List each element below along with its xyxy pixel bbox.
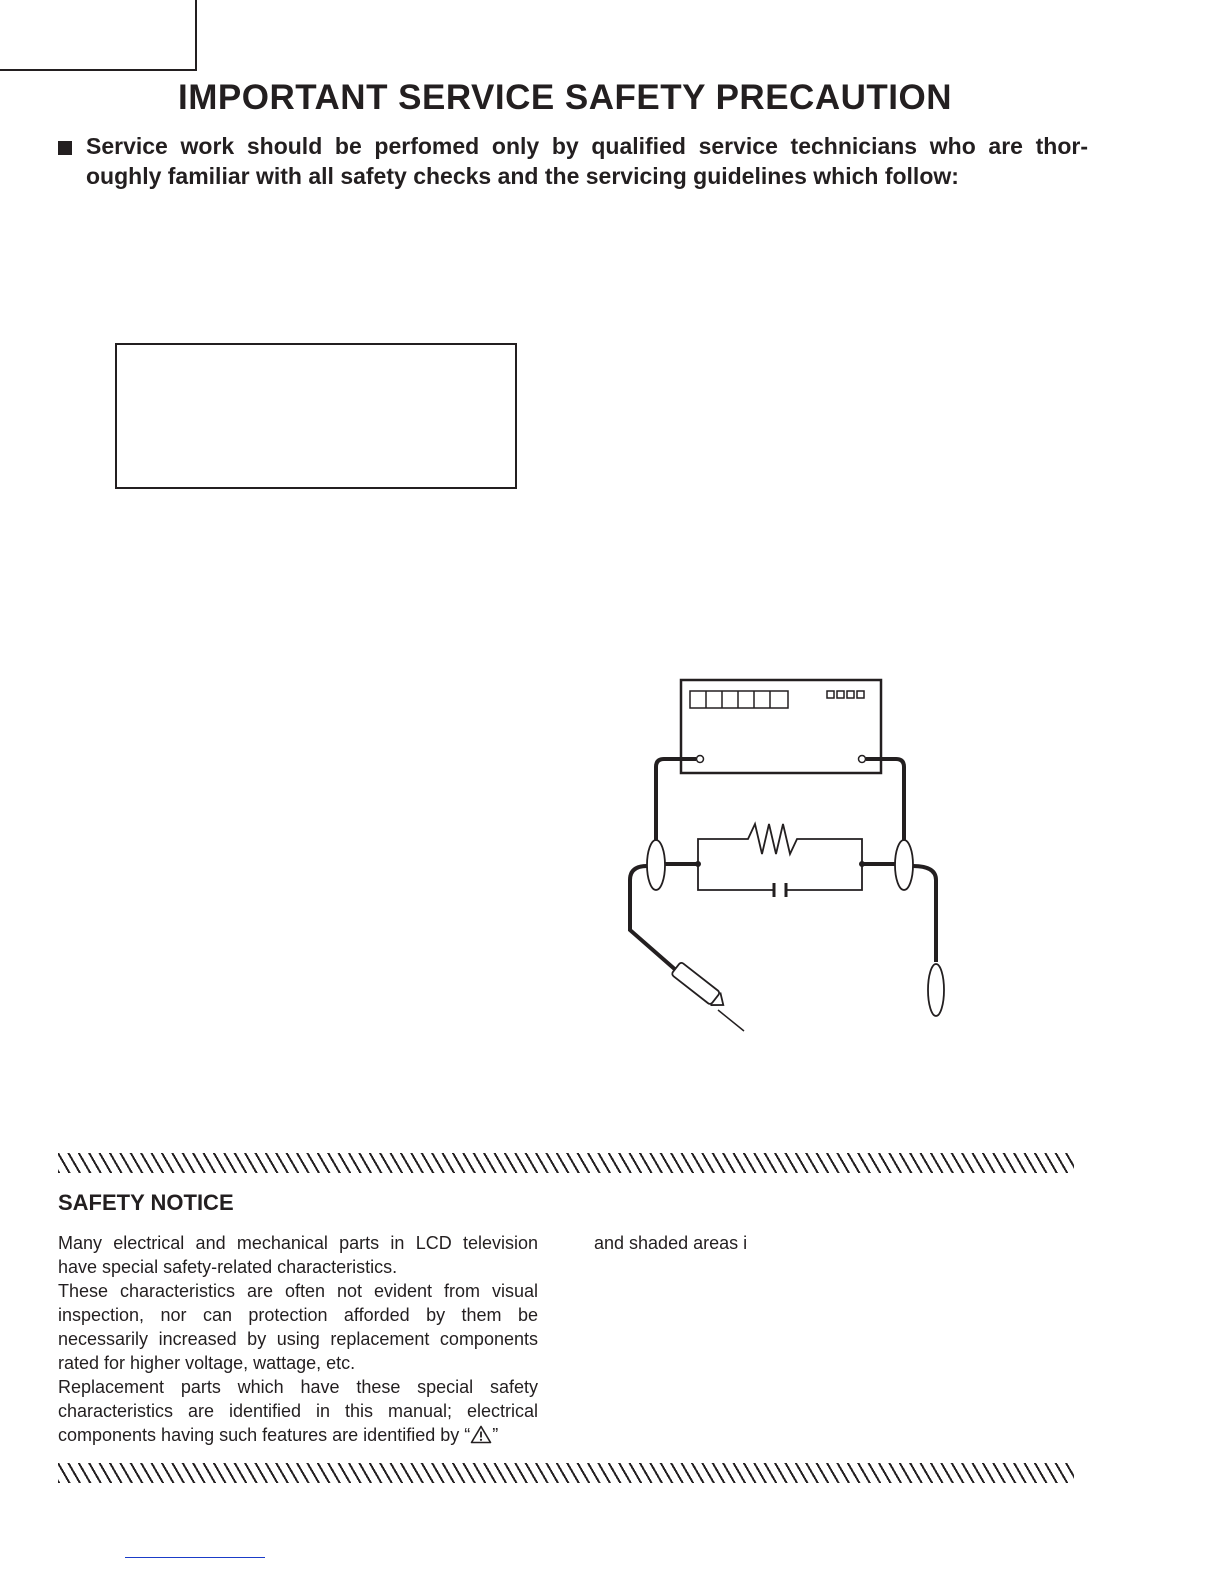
meter-box xyxy=(681,680,881,773)
meter-button xyxy=(837,691,844,698)
leakage-test-diagram xyxy=(600,660,960,1040)
ground-clip xyxy=(928,964,944,1016)
footer-link-underline[interactable] xyxy=(125,1557,265,1558)
hatched-divider-top xyxy=(58,1153,1074,1173)
page-corner-tab xyxy=(0,0,197,71)
hatched-divider-bottom xyxy=(58,1463,1074,1483)
safety-notice-heading: SAFETY NOTICE xyxy=(58,1190,234,1215)
lead-right xyxy=(866,759,904,842)
square-bullet-icon xyxy=(58,141,72,155)
safety-notice-paragraph3-prefix: Replacement parts which have these special safety characteristics are identified in this manual; electrical components having such features are identified by “ xyxy=(58,1377,538,1445)
ground-lead xyxy=(913,866,936,962)
intro-statement xyxy=(58,131,1088,191)
meter-button xyxy=(847,691,854,698)
meter-button xyxy=(827,691,834,698)
safety-notice-paragraph: Many electrical and mechanical parts in LCD television have special safety-related characteristics. xyxy=(58,1233,538,1277)
lead-left xyxy=(656,759,696,842)
resistor xyxy=(698,824,862,864)
warning-triangle-icon xyxy=(470,1425,492,1444)
capacitor xyxy=(698,864,862,890)
safety-notice-paragraph xyxy=(58,1375,538,1447)
clip-right xyxy=(895,840,913,890)
meter-button xyxy=(857,691,864,698)
safety-notice-body xyxy=(58,1231,538,1447)
probe-icon xyxy=(671,962,728,1012)
clip-left xyxy=(647,840,665,890)
safety-notice-right-column: and shaded areas i xyxy=(594,1233,748,1253)
intro-text: Service work should be perfomed only by qualified service technicians who are thor- oughly familiar with all safety checks and the servicing guidelines which follow: xyxy=(86,133,1088,189)
meter-terminal-right xyxy=(859,756,866,763)
page-title: IMPORTANT SERVICE SAFETY PRECAUTION xyxy=(178,78,952,117)
safety-notice-paragraph3-suffix: ” xyxy=(492,1425,499,1445)
safety-notice-paragraph: These characteristics are often not evident from visual inspection, nor can protection afforded by them be necessarily increased by using replacement components rated for higher voltage, wattage, etc. xyxy=(58,1281,538,1373)
blank-frame xyxy=(115,343,517,489)
meter-display xyxy=(690,691,788,708)
meter-terminal-left xyxy=(697,756,704,763)
